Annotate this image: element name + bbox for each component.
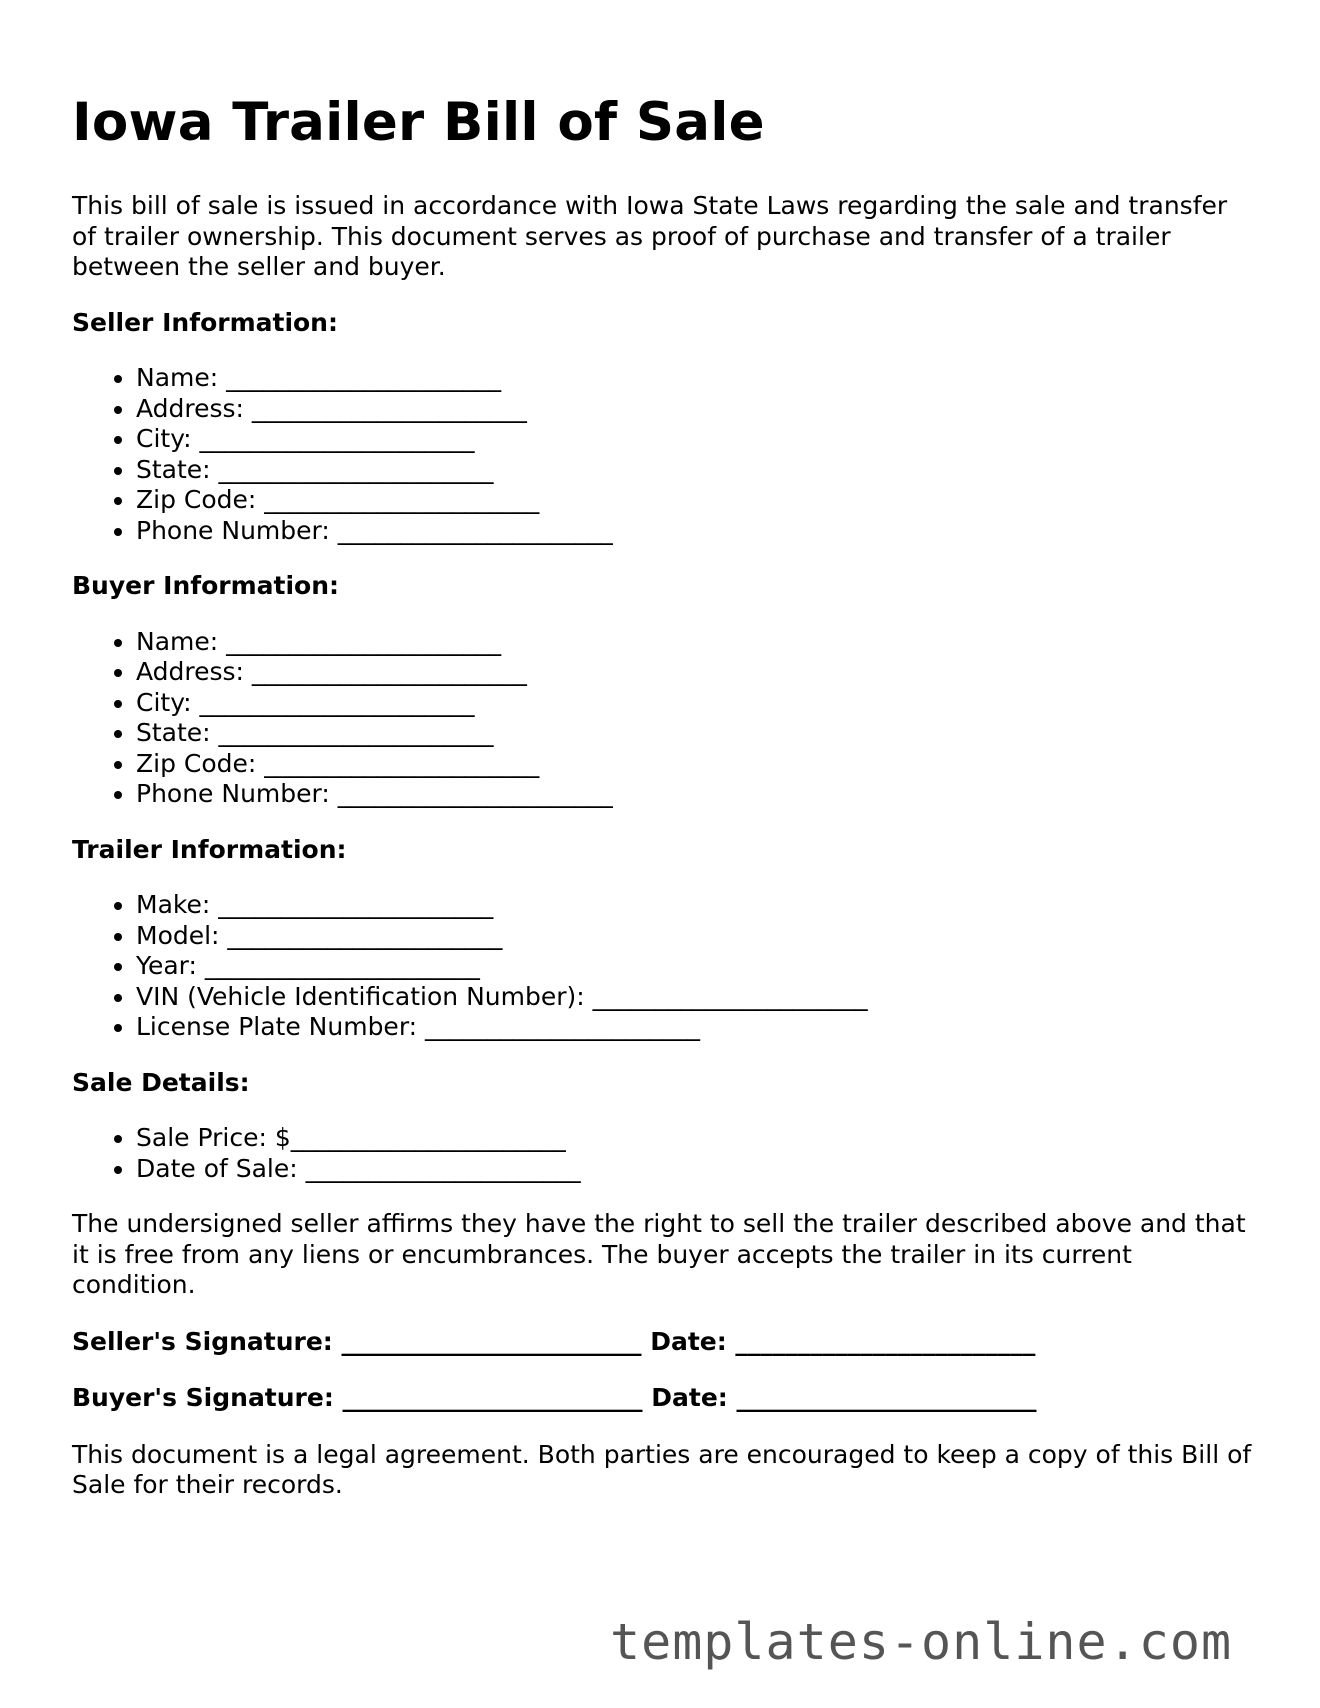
list-item: • Name: ______________________ <box>136 363 1252 394</box>
seller-section-heading: Seller Information: <box>72 307 338 337</box>
affirmation-paragraph: The undersigned seller affirms they have the right to sell the trailer described above and that it is free from any liens or encumbrances. The buyer accepts the trailer in its current condition. <box>72 1209 1246 1299</box>
list-item: • State: ______________________ <box>136 718 1252 749</box>
buyer-info-list <box>72 627 1252 810</box>
document-page <box>72 0 1252 1501</box>
list-item: • Address: ______________________ <box>136 394 1252 425</box>
page-title: Iowa Trailer Bill of Sale <box>72 92 765 153</box>
list-item: • Date of Sale: ______________________ <box>136 1154 1252 1185</box>
buyer-section-heading: Buyer Information: <box>72 571 340 600</box>
trailer-section-heading: Trailer Information: <box>72 834 347 864</box>
sale-section-heading: Sale Details: <box>72 1067 250 1097</box>
list-item: • Phone Number: ______________________ <box>136 779 1252 810</box>
intro-paragraph: This bill of sale is issued in accordance with Iowa State Laws regarding the sale and transfer of trailer ownership. This document serves as proof of purchase and transfer of a trailer between the seller and buyer. <box>72 191 1228 281</box>
list-item: • City: ______________________ <box>136 424 1252 455</box>
list-item: • Phone Number: ______________________ <box>136 516 1252 547</box>
trailer-info-list <box>72 890 1252 1043</box>
buyer-signature-line: Buyer's Signature: ________________________ Date: ________________________ <box>72 1383 1037 1412</box>
watermark: templates-online.com <box>610 1613 1233 1671</box>
list-item: • State: ______________________ <box>136 455 1252 486</box>
list-item: • Make: ______________________ <box>136 890 1252 921</box>
list-item: • Name: ______________________ <box>136 627 1252 658</box>
seller-signature-line: Seller's Signature: ________________________ Date: ________________________ <box>72 1326 1036 1356</box>
sale-details-list <box>72 1123 1252 1184</box>
list-item: • Zip Code: ______________________ <box>136 749 1252 780</box>
list-item: • City: ______________________ <box>136 688 1252 719</box>
list-item: • Address: ______________________ <box>136 657 1252 688</box>
list-item: • Zip Code: ______________________ <box>136 485 1252 516</box>
list-item: • Model: ______________________ <box>136 921 1252 952</box>
list-item: • License Plate Number: ______________________ <box>136 1012 1252 1043</box>
list-item: • Year: ______________________ <box>136 951 1252 982</box>
seller-info-list <box>72 363 1252 546</box>
closing-paragraph: This document is a legal agreement. Both parties are encouraged to keep a copy of this Bill of Sale for their records. <box>72 1439 1252 1499</box>
list-item: • VIN (Vehicle Identification Number): ______________________ <box>136 982 1252 1013</box>
list-item: • Sale Price: $______________________ <box>136 1123 1252 1154</box>
